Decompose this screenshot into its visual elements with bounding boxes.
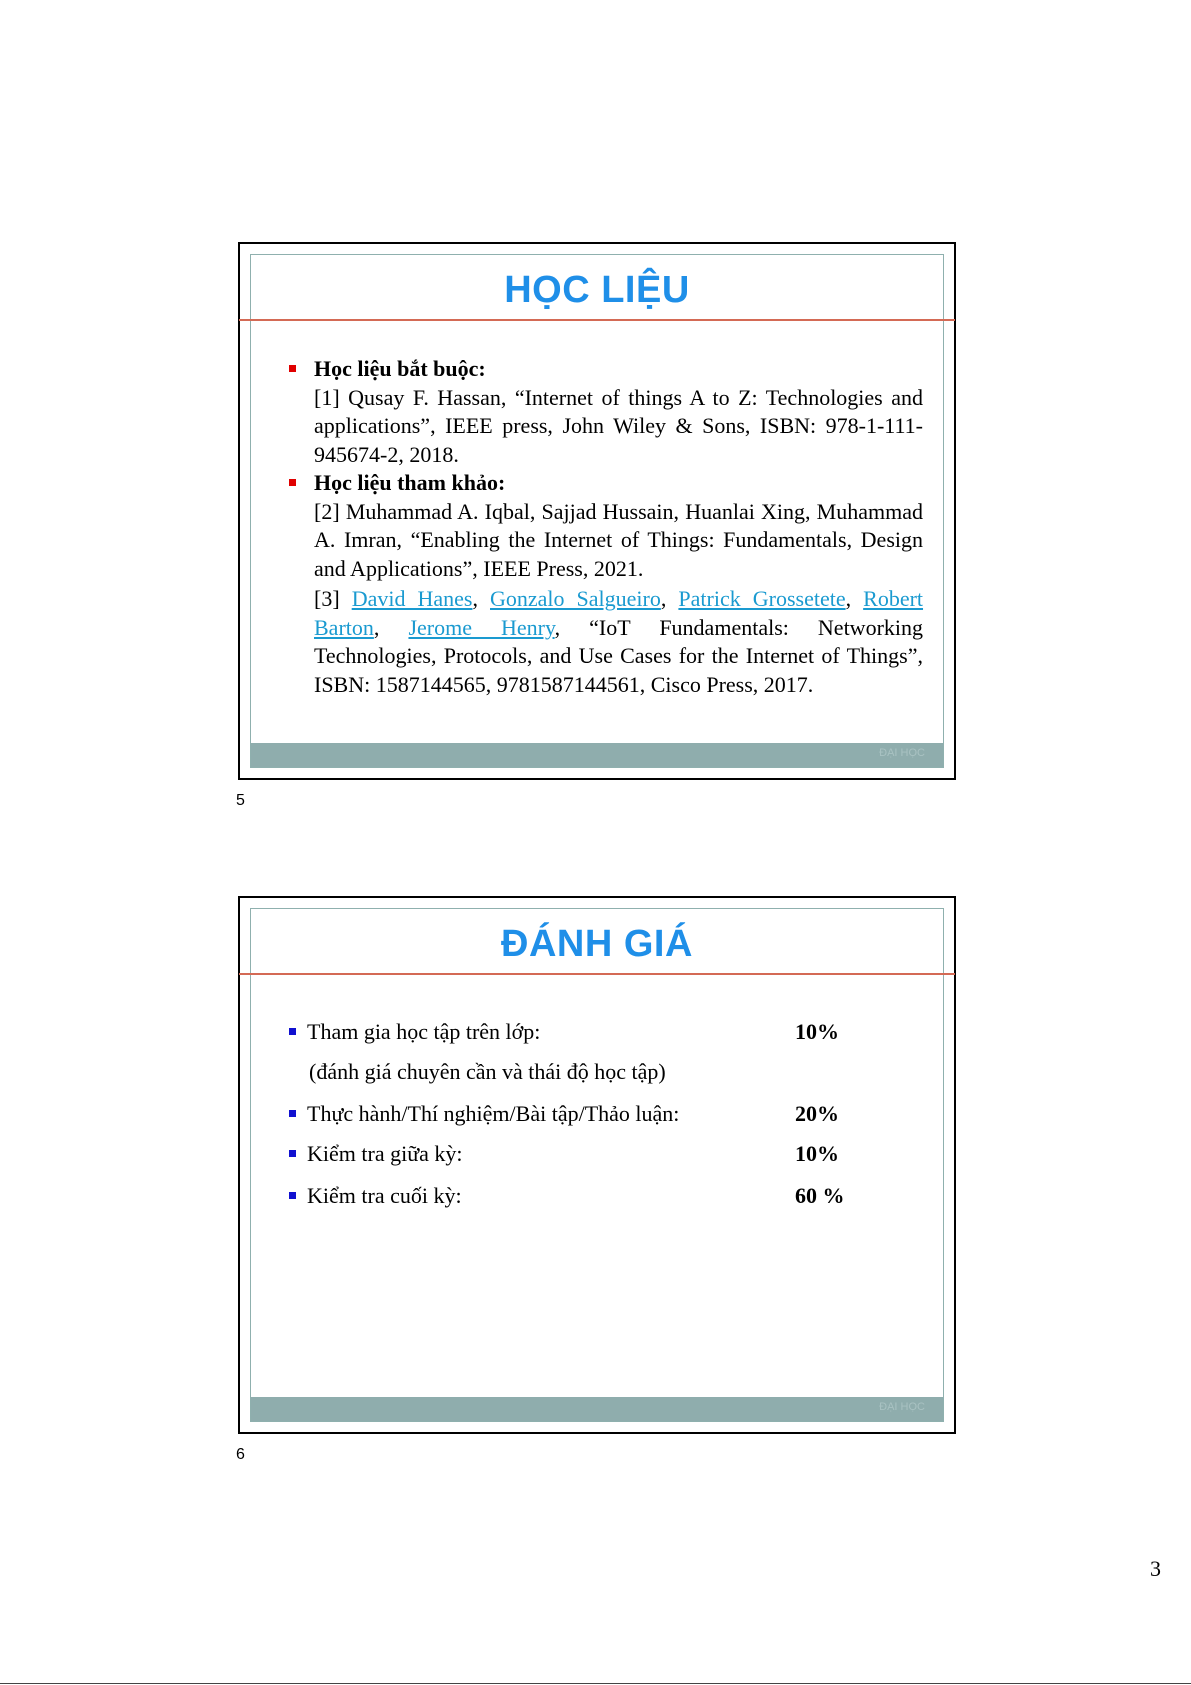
assessment-weight: 10%: [795, 1019, 839, 1044]
slide-footer-bar: [251, 1397, 943, 1421]
assessment-label: Kiểm tra cuối kỳ:: [307, 1183, 462, 1208]
slide-frame: [250, 908, 944, 1422]
separator: ,: [472, 586, 490, 611]
slide-title: HỌC LIỆU: [504, 269, 690, 311]
title-divider: [239, 319, 955, 321]
ref3-rest: , “IoT Fundamentals: Networking Technologies, Protocols, and Use Cases for the Internet of Things”, ISBN: 1587144565, 9781587144561, Cisco Press, 2017.: [314, 614, 924, 697]
bullet-required: [279, 355, 923, 384]
separator: ,: [845, 586, 864, 611]
ref3-prefix: [3]: [314, 586, 352, 611]
square-bullet-icon: [289, 1192, 296, 1199]
slide-number: 5: [236, 792, 245, 809]
required-label: Học liệu bắt buộc:: [314, 356, 486, 381]
author-link[interactable]: Patrick Grossetete: [678, 586, 846, 611]
footer-text: ĐẠI HỌC: [879, 1401, 925, 1413]
slide-footer-bar: [251, 743, 943, 767]
square-bullet-icon: [289, 365, 296, 372]
square-bullet-icon: [289, 1028, 296, 1035]
footer-text: ĐẠI HỌC: [879, 747, 925, 759]
assessment-label: Tham gia học tập trên lớp:: [307, 1019, 541, 1044]
separator: ,: [660, 586, 679, 611]
square-bullet-icon: [289, 1110, 296, 1117]
reference-1: [1] Qusay F. Hassan, “Internet of things A to Z: Technologies and applications”, IEEE press, John Wiley & Sons, ISBN: 978-1-111-945674-2, 2018.: [314, 384, 923, 467]
reference-2: [2] Muhammad A. Iqbal, Sajjad Hussain, Huanlai Xing, Muhammad A. Imran, “Enabling the Internet of Things: Fundamentals, Design and Applications”, IEEE Press, 2021.: [314, 498, 923, 581]
slide-number: 6: [236, 1446, 245, 1463]
title-divider: [239, 973, 955, 975]
assessment-weight: 60 %: [795, 1183, 845, 1208]
author-link[interactable]: Jerome Henry: [408, 614, 555, 640]
assessment-weight: 20%: [795, 1101, 839, 1126]
bullet-reference: [279, 469, 923, 498]
author-link[interactable]: Gonzalo Salgueiro: [490, 586, 661, 611]
slide-body: [279, 355, 923, 699]
assessment-weight: 10%: [795, 1141, 839, 1166]
assessment-label: Thực hành/Thí nghiệm/Bài tập/Thảo luận:: [307, 1101, 680, 1126]
slide-title: ĐÁNH GIÁ: [501, 923, 693, 965]
slide-frame: [250, 254, 944, 768]
author-link[interactable]: David Hanes: [351, 586, 473, 611]
separator: ,: [373, 614, 409, 640]
reference-label: Học liệu tham khảo:: [314, 470, 506, 495]
slide-danh-gia: [238, 896, 956, 1434]
note-text: (đánh giá chuyên cần và thái độ học tập): [309, 1059, 666, 1084]
page-number: 3: [1150, 1556, 1161, 1581]
assessment-label: Kiểm tra giữa kỳ:: [307, 1141, 463, 1166]
author-link[interactable]: Robert Barton: [314, 586, 924, 640]
square-bullet-icon: [289, 1150, 296, 1157]
reference-3: [279, 585, 923, 699]
page-bottom-rule: [0, 1683, 1191, 1684]
slide-hoc-lieu: [238, 242, 956, 780]
square-bullet-icon: [289, 479, 296, 486]
